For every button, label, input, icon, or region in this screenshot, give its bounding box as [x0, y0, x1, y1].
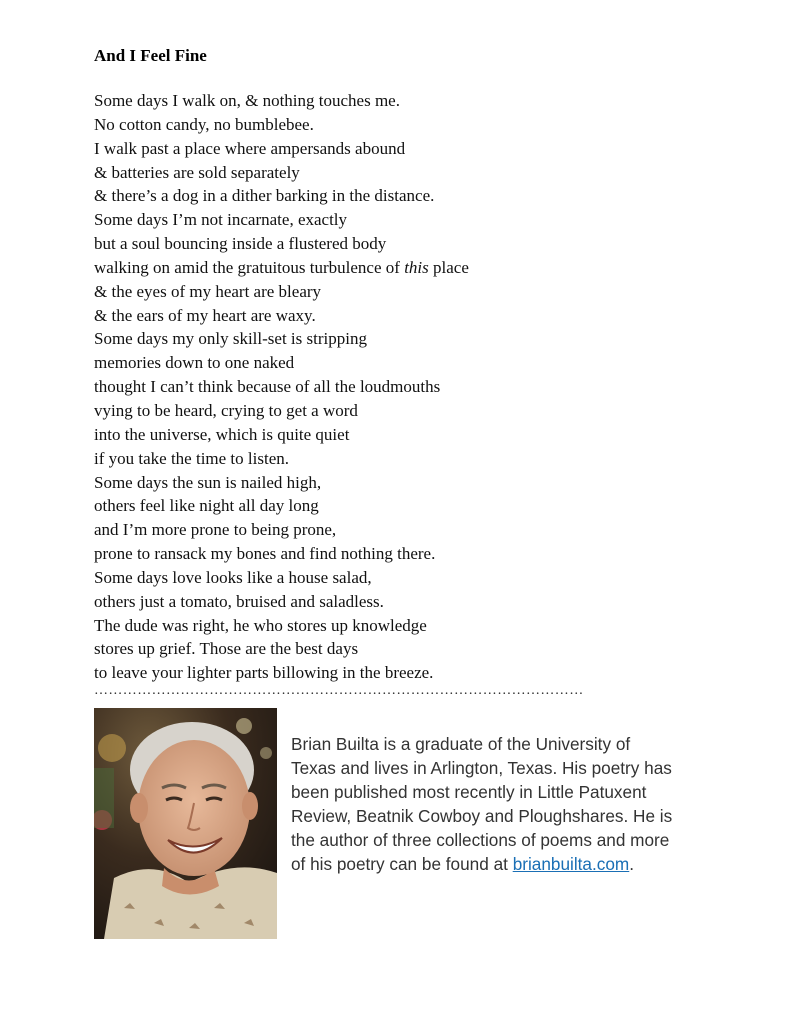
- author-bio: [291, 732, 711, 876]
- bio-line: been published most recently in Little Patuxent: [291, 782, 647, 802]
- poem-line: & batteries are sold separately: [94, 162, 300, 182]
- poem-line: thought I can’t think because of all the loudmouths: [94, 377, 441, 397]
- poem-line: & the eyes of my heart are bleary: [94, 281, 322, 301]
- poem-line: No cotton candy, no bumblebee.: [94, 114, 314, 134]
- bio-line: Review, Beatnik Cowboy and Ploughshares. He is: [291, 806, 673, 826]
- poem-line: if you take the time to listen.: [94, 448, 289, 468]
- poem-line: & there’s a dog in a dither barking in the distance.: [94, 186, 435, 206]
- bio-line-last: [291, 852, 711, 876]
- poem-line: vying to be heard, crying to get a word: [94, 400, 358, 420]
- poem-line: Some days my only skill-set is stripping: [94, 329, 367, 349]
- poem-line: I walk past a place where ampersands abound: [94, 138, 406, 158]
- poem-line: Some days the sun is nailed high,: [94, 472, 322, 492]
- bio-last-prefix: of his poetry can be found at: [291, 854, 513, 874]
- poem-line: and I’m more prone to being prone,: [94, 520, 337, 540]
- poem-line: to leave your lighter parts billowing in the breeze.: [94, 663, 434, 683]
- poem-line: Some days love looks like a house salad,: [94, 567, 372, 587]
- poem-title: And I Feel Fine: [94, 46, 207, 65]
- poem-line: into the universe, which is quite quiet: [94, 424, 350, 444]
- bio-line: Texas and lives in Arlington, Texas. His poetry has: [291, 758, 672, 778]
- poem-body: [94, 89, 469, 685]
- bio-line: Brian Builta is a graduate of the University of: [291, 734, 631, 754]
- poem-line: memories down to one naked: [94, 353, 295, 373]
- poem-line: others just a tomato, bruised and saladless.: [94, 591, 384, 611]
- poem-line: Some days I’m not incarnate, exactly: [94, 210, 348, 230]
- bio-last-suffix: .: [629, 854, 635, 874]
- poem-line: The dude was right, he who stores up knowledge: [94, 615, 427, 635]
- poem-line: [94, 256, 469, 280]
- poem-line-segment: place: [428, 257, 469, 277]
- poem-line: Some days I walk on, & nothing touches me.: [94, 91, 400, 110]
- author-photo: [94, 708, 277, 939]
- poem-line: stores up grief. Those are the best days: [94, 639, 359, 659]
- poem-line-italic: this: [404, 257, 429, 277]
- poem-line: & the ears of my heart are waxy.: [94, 305, 316, 325]
- poem-line: but a soul bouncing inside a flustered body: [94, 234, 387, 254]
- poem-line-segment: walking on amid the gratuitous turbulence of: [94, 257, 405, 277]
- poem-line: prone to ransack my bones and find nothing there.: [94, 544, 436, 564]
- dotted-separator: …………………………………………………………………………………………: [94, 684, 584, 698]
- bio-line: the author of three collections of poems and more: [291, 830, 670, 850]
- author-website-link[interactable]: brianbuilta.com: [512, 854, 630, 874]
- author-portrait-photo-icon: [94, 708, 277, 939]
- poem-line: others feel like night all day long: [94, 496, 319, 516]
